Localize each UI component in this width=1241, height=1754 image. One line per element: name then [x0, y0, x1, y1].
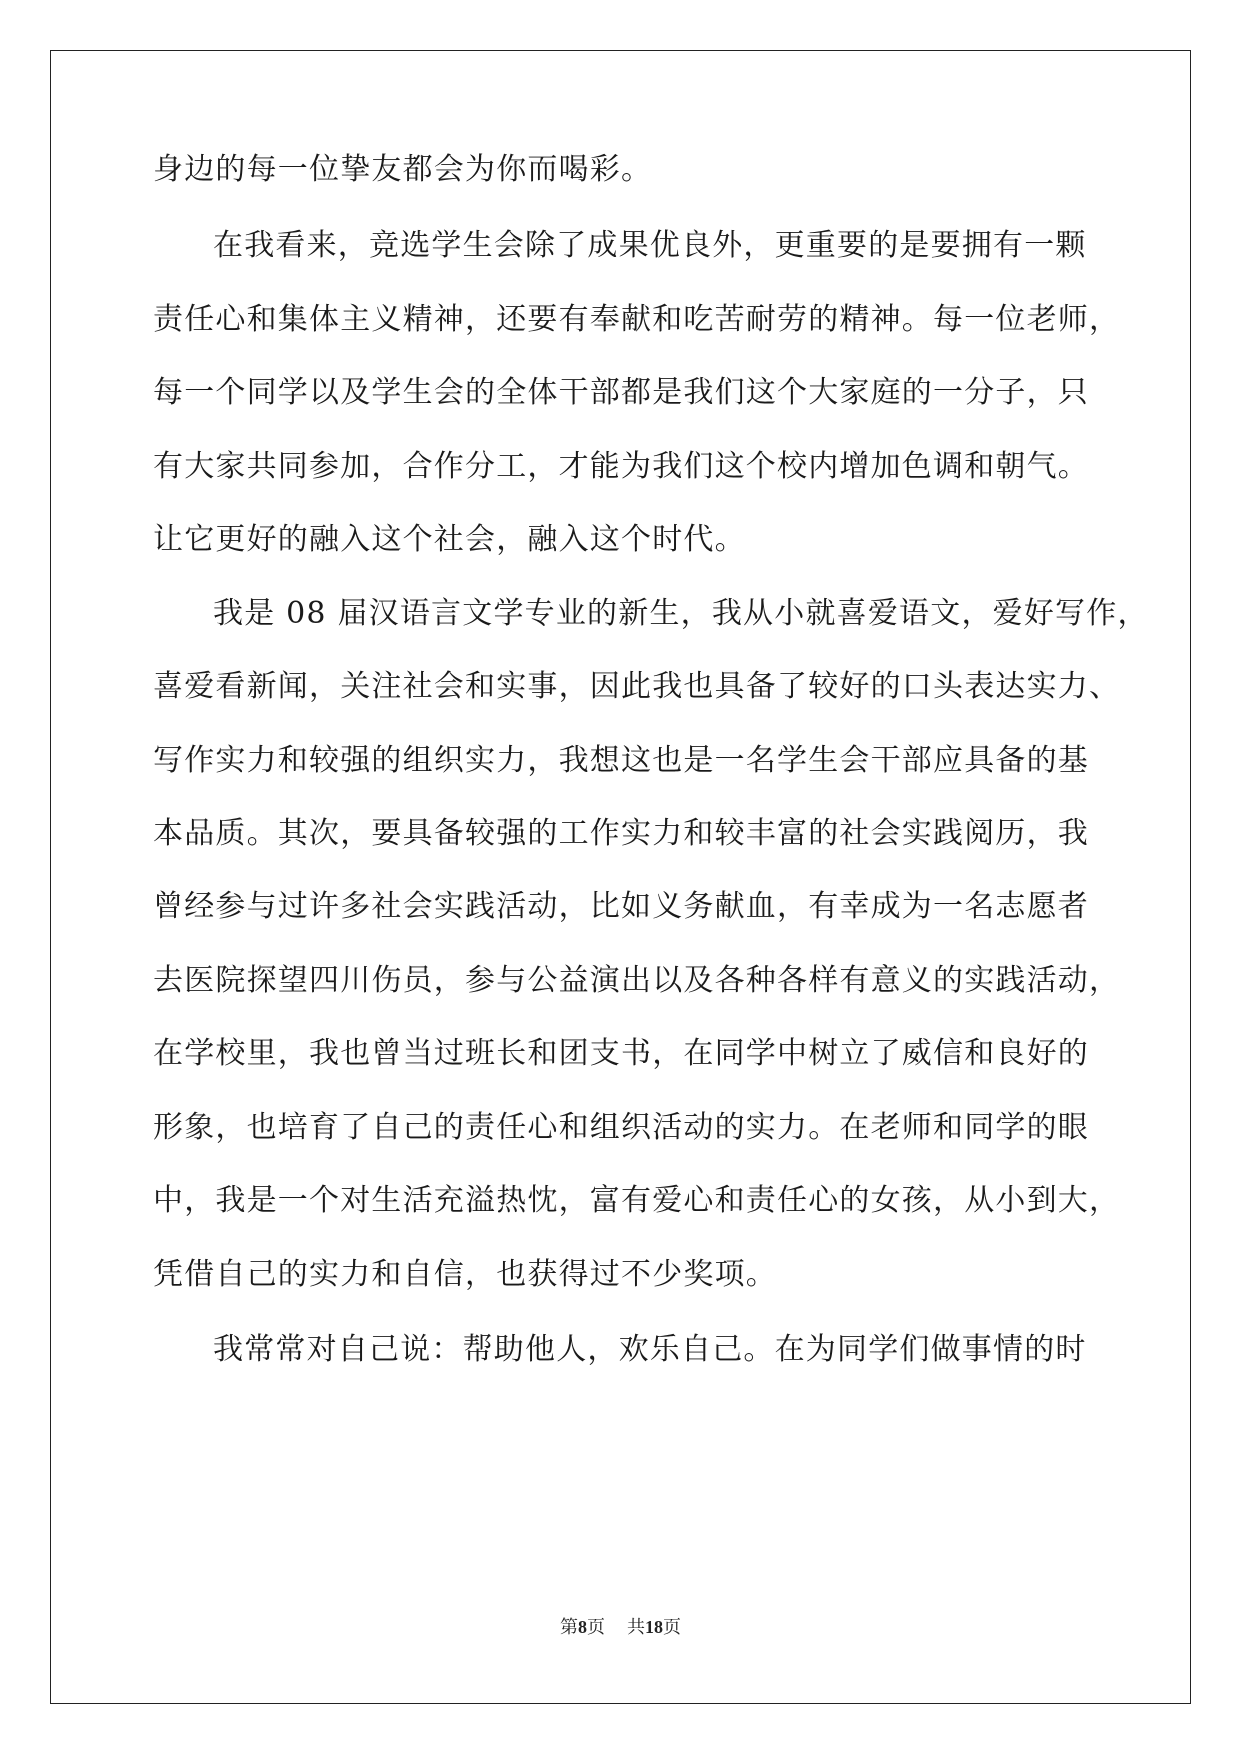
body-line: 形象，也培育了自己的责任心和组织活动的实力。在老师和同学的眼: [153, 1110, 1089, 1145]
body-line: 中，我是一个对生活充溢热忱，富有爱心和责任心的女孩，从小到大，: [153, 1183, 1121, 1218]
body-line: 有大家共同参加，合作分工，才能为我们这个校内增加色调和朝气。: [153, 449, 1089, 484]
body-line: 写作实力和较强的组织实力，我想这也是一名学生会干部应具备的基: [153, 743, 1089, 778]
page-number: 8: [578, 1617, 587, 1637]
page-footer: [0, 1615, 1241, 1639]
paragraph-first-line: 我常常对自己说：帮助他人，欢乐自己。在为同学们做事情的时: [213, 1332, 1087, 1367]
body-line: 每一个同学以及学生会的全体干部都是我们这个大家庭的一分子，只: [153, 375, 1089, 410]
body-line: 去医院探望四川伤员，参与公益演出以及各种各样有意义的实践活动，: [153, 963, 1121, 998]
paragraph-first-line: 我是 08 届汉语言文学专业的新生，我从小就喜爱语文，爱好写作，: [213, 596, 1149, 631]
paragraph-first-line: 在我看来，竞选学生会除了成果优良外，更重要的是要拥有一颗: [213, 228, 1087, 263]
body-line: 在学校里，我也曾当过班长和团支书，在同学中树立了威信和良好的: [153, 1036, 1089, 1071]
total-prefix: 共: [627, 1617, 645, 1637]
total-pages: 18: [645, 1617, 663, 1637]
body-line: 曾经参与过许多社会实践活动，比如义务献血，有幸成为一名志愿者: [153, 889, 1089, 924]
page-border: [50, 50, 1191, 1704]
body-line: 身边的每一位挚友都会为你而喝彩。: [153, 152, 653, 187]
body-line: 让它更好的融入这个社会，融入这个时代。: [153, 522, 746, 557]
page-prefix: 第: [560, 1617, 578, 1637]
body-line: 喜爱看新闻，关注社会和实事，因此我也具备了较好的口头表达实力、: [153, 669, 1121, 704]
body-line: 责任心和集体主义精神，还要有奉献和吃苦耐劳的精神。每一位老师，: [153, 302, 1121, 337]
body-line: 本品质。其次，要具备较强的工作实力和较丰富的社会实践阅历，我: [153, 816, 1089, 851]
page-suffix: 页: [587, 1617, 605, 1637]
total-suffix: 页: [663, 1617, 681, 1637]
body-line: 凭借自己的实力和自信，也获得过不少奖项。: [153, 1257, 777, 1292]
